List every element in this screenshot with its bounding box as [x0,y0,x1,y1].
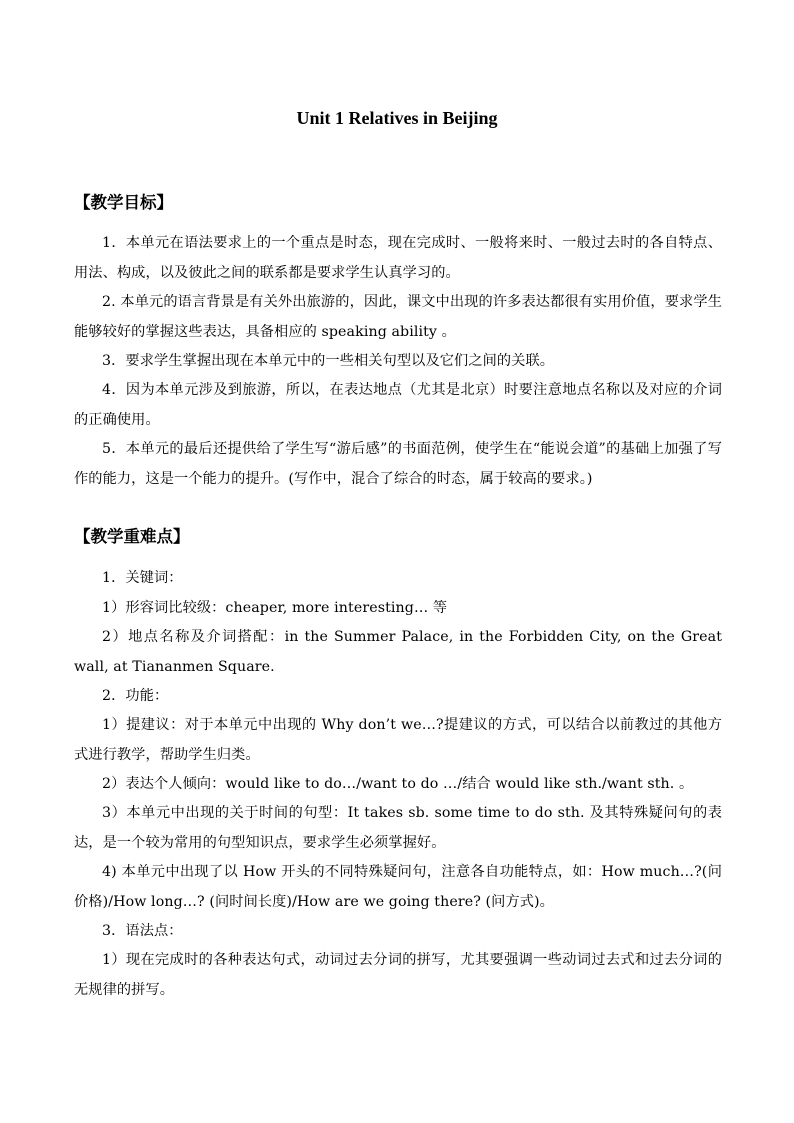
section-heading-key-points: 【教学重难点】 [74,527,190,546]
goal-item-3: 3．要求学生掌握出现在本单元中的一些相关句型以及它们之间的关联。 [102,353,555,369]
keypoint-line-2: 1）形容词比较级：cheaper, more interesting… 等 [102,600,448,616]
keypoint-line-10: 1）现在完成时的各种表达句式，动词过去分词的拼写，尤其要强调一些动词过去式和过去分词的无规律的拼写。 [74,952,722,998]
keypoint-line-3: 2）地点名称及介词搭配：in the Summer Palace, in the Forbidden City, on the Great wall, at Tiananmen Square. [74,629,722,675]
keypoint-line-6: 2）表达个人倾向：would like to do…/want to do …/结合 would like sth./want sth. 。 [102,776,694,792]
goal-item-4: 4．因为本单元涉及到旅游，所以，在表达地点（尤其是北京）时要注意地点名称以及对应的介词的正确使用。 [74,382,722,428]
keypoint-line-7: 3）本单元中出现的关于时间的句型：It takes sb. some time to do sth. 及其特殊疑问句的表达，是一个较为常用的句型知识点，要求学生必须掌握好。 [74,805,722,851]
keypoint-line-8: 4) 本单元中出现了以 How 开头的不同特殊疑问句，注意各自功能特点，如：How much…?(问价格)/How long…? (问时间长度)/How are we going there? (问方式)。 [74,864,722,910]
goal-item-5: 5．本单元的最后还提供给了学生写“游后感”的书面范例，使学生在“能说会道”的基础上加强了写作的能力，这是一个能力的提升。(写作中，混合了综合的时态，属于较高的要求。) [74,441,722,487]
section-heading-teaching-goals: 【教学目标】 [74,193,173,212]
keypoint-line-1: 1．关键词： [102,570,183,586]
keypoint-line-5: 1）提建议：对于本单元中出现的 Why don’t we…?提建议的方式，可以结合以前教过的其他方式进行教学，帮助学生归类。 [74,717,722,763]
goal-item-2: 2. 本单元的语言背景是有关外出旅游的，因此，课文中出现的许多表达都很有实用价值，要求学生能够较好的掌握这些表达，具备相应的 speaking ability 。 [74,294,722,340]
keypoint-line-9: 3．语法点： [102,923,183,939]
document-title: Unit 1 Relatives in Beijing [296,108,498,128]
keypoint-line-4: 2．功能： [102,688,169,704]
goal-item-1: 1．本单元在语法要求上的一个重点是时态，现在完成时、一般将来时、一般过去时的各自特点、用法、构成，以及彼此之间的联系都是要求学生认真学习的。 [74,235,722,281]
